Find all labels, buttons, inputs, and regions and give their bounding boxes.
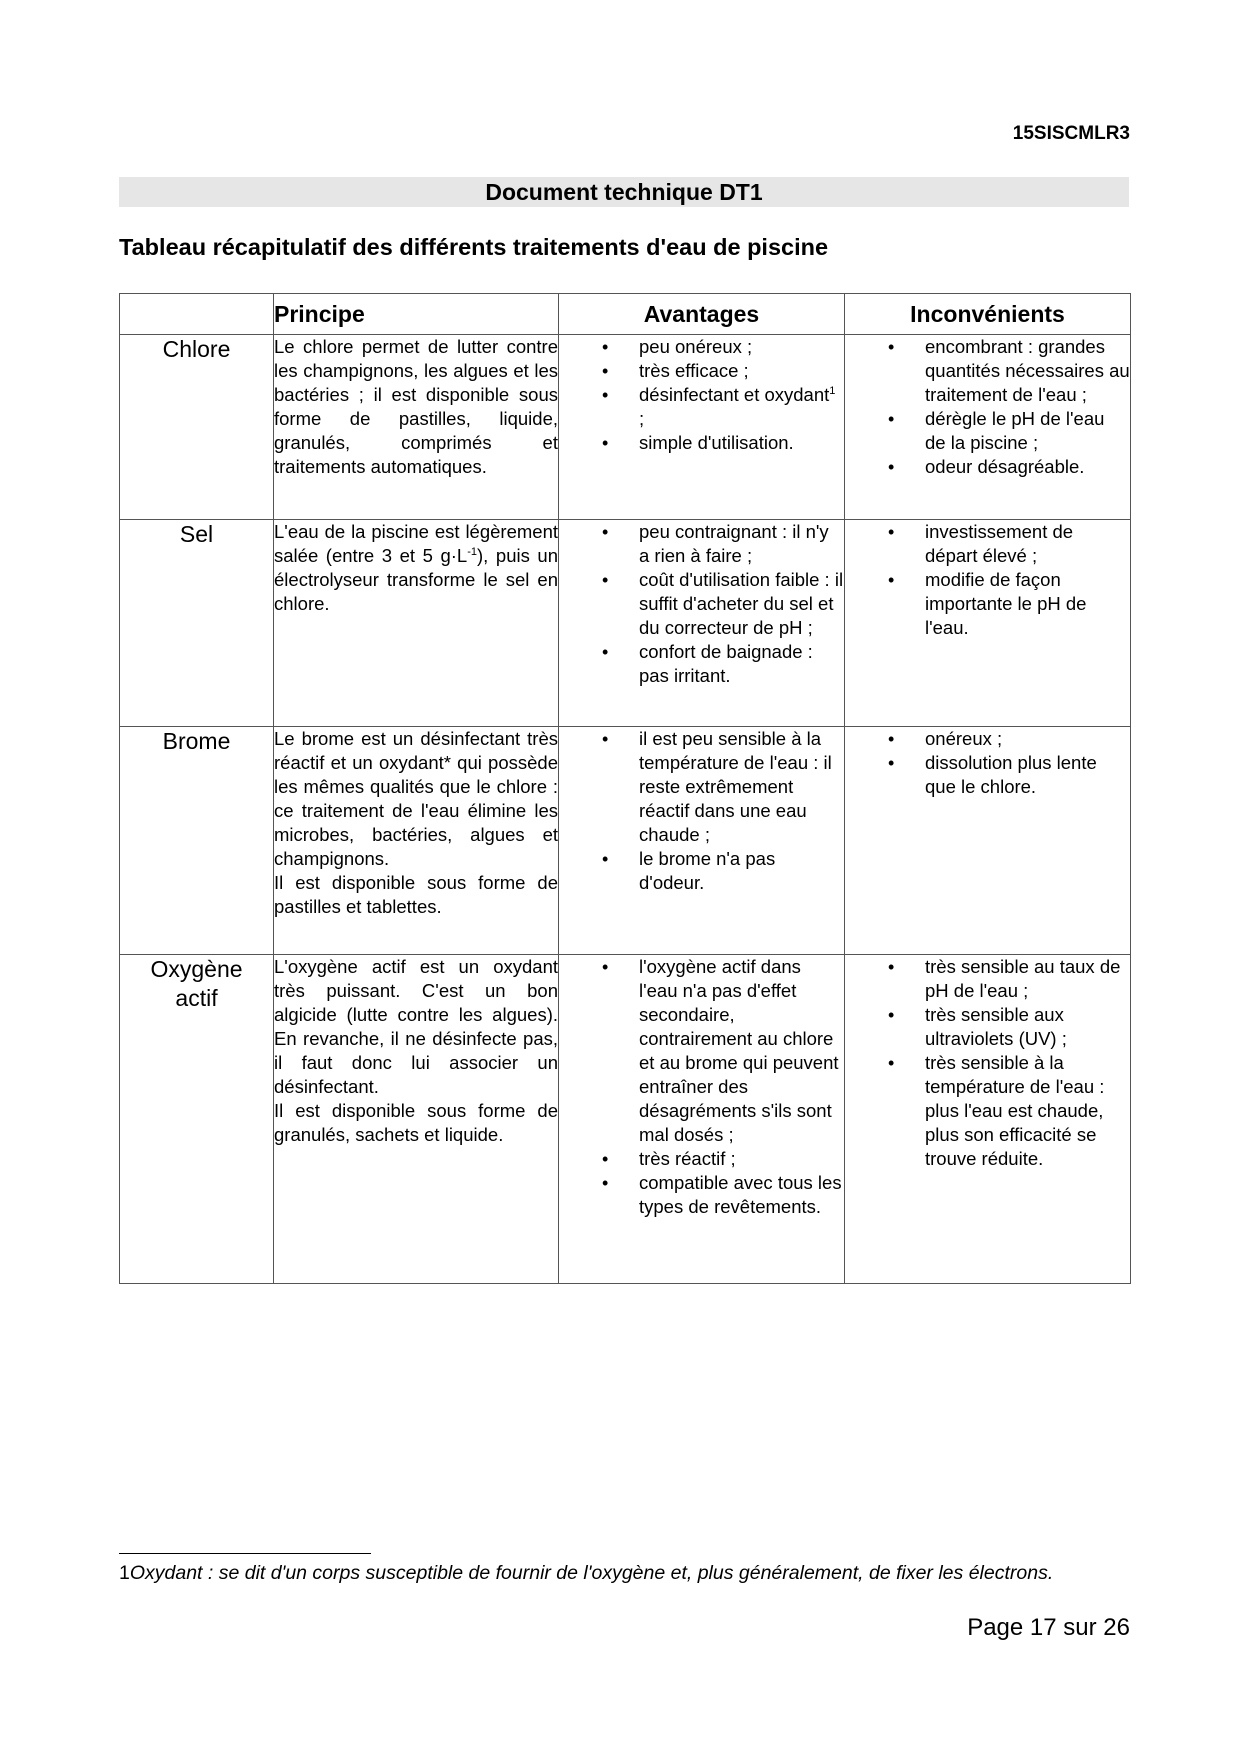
principe-cell	[274, 520, 559, 727]
list-item: • très sensible au taux de pH de l'eau ;	[845, 955, 1130, 1003]
footnote-divider	[119, 1553, 371, 1554]
list-item: • investissement de départ élevé ;	[845, 520, 1130, 568]
list-item: • peu onéreux ;	[559, 335, 844, 359]
table-title: Tableau récapitulatif des différents traitements d'eau de piscine	[119, 234, 829, 260]
page-number: Page 17 sur 26	[967, 1614, 1130, 1641]
principe-text: Le chlore permet de lutter contre les champignons, les algues et les bactéries ; il est disponible sous forme de pastilles, liquide, granulés, comprimés et traitements automatiques.	[274, 336, 558, 477]
list-item: • odeur désagréable.	[845, 455, 1130, 479]
list-item: • très sensible à la température de l'eau : plus l'eau est chaude, plus son efficacité se trouve réduite.	[845, 1051, 1130, 1171]
table-row	[120, 520, 1131, 727]
avantages-cell	[559, 335, 845, 520]
inconvenients-cell	[845, 955, 1131, 1284]
treatment-name-line: Oxygène	[150, 956, 243, 982]
table-row	[120, 955, 1131, 1284]
principe-text-part: L'eau de la piscine est légèrement salée (entre 3 et 5 g·L	[274, 521, 558, 566]
avantages-list	[559, 727, 844, 895]
list-item: • il est peu sensible à la température de l'eau : il reste extrêmement réactif dans une eau chaude ;	[559, 727, 844, 847]
principe-cell	[274, 727, 559, 955]
footnote	[119, 1562, 1053, 1585]
header-inconvenients: Inconvénients	[845, 294, 1131, 335]
principe-text: Le brome est un désinfectant très réactif et un oxydant* qui possède les mêmes qualités que le chlore : ce traitement de l'eau élimine les microbes, bactéries, algues et champignons.	[274, 728, 558, 869]
inconvenients-cell	[845, 335, 1131, 520]
inconvenients-list	[845, 520, 1130, 640]
avantages-cell	[559, 727, 845, 955]
header-principe: Principe	[274, 294, 559, 335]
inconvenients-list	[845, 727, 1130, 799]
list-item-text: désinfectant et oxydant	[639, 384, 830, 405]
avantages-list	[559, 955, 844, 1219]
treatment-name-brome: Brome	[120, 727, 274, 955]
list-item: • très sensible aux ultraviolets (UV) ;	[845, 1003, 1130, 1051]
avantages-list	[559, 520, 844, 688]
footnote-reference: 1	[829, 384, 836, 397]
avantages-cell	[559, 520, 845, 727]
list-item: • dérègle le pH de l'eau de la piscine ;	[845, 407, 1130, 455]
list-item: • très efficace ;	[559, 359, 844, 383]
list-item: • encombrant : grandes quantités nécessaires au traitement de l'eau ;	[845, 335, 1130, 407]
principe-cell	[274, 955, 559, 1284]
principe-text: Il est disponible sous forme de pastilles et tablettes.	[274, 872, 558, 917]
avantages-cell	[559, 955, 845, 1284]
footnote-text: Oxydant : se dit d'un corps susceptible de fournir de l'oxygène et, plus généralement, de fixer les électrons.	[129, 1562, 1054, 1584]
list-item: • très réactif ;	[559, 1147, 844, 1171]
inconvenients-list	[845, 335, 1130, 479]
treatment-summary-table	[119, 293, 1131, 1284]
principe-text: Il est disponible sous forme de granulés, sachets et liquide.	[274, 1100, 558, 1145]
list-item: • coût d'utilisation faible : il suffit d'acheter du sel et du correcteur de pH ;	[559, 568, 844, 640]
list-item: • confort de baignade : pas irritant.	[559, 640, 844, 688]
unit-exponent: -1	[467, 545, 478, 558]
treatment-name-line: actif	[175, 985, 218, 1011]
document-code: 15SISCMLR3	[1012, 123, 1130, 144]
table-row	[120, 727, 1131, 955]
inconvenients-cell	[845, 520, 1131, 727]
avantages-list	[559, 335, 844, 455]
treatment-name-sel: Sel	[120, 520, 274, 727]
treatment-name-oxygene-actif	[120, 955, 274, 1284]
list-item: • modifie de façon importante le pH de l'eau.	[845, 568, 1130, 640]
inconvenients-cell	[845, 727, 1131, 955]
treatment-name-chlore: Chlore	[120, 335, 274, 520]
table-header-row	[120, 294, 1131, 335]
list-item: • onéreux ;	[845, 727, 1130, 751]
principe-text	[274, 520, 558, 616]
list-item: • dissolution plus lente que le chlore.	[845, 751, 1130, 799]
list-item-suffix: ;	[639, 408, 645, 429]
document-banner: Document technique DT1	[119, 177, 1129, 207]
table-row	[120, 335, 1131, 520]
list-item: • le brome n'a pas d'odeur.	[559, 847, 844, 895]
list-item: • peu contraignant : il n'y a rien à faire ;	[559, 520, 844, 568]
inconvenients-list	[845, 955, 1130, 1171]
principe-cell	[274, 335, 559, 520]
list-item: • l'oxygène actif dans l'eau n'a pas d'effet secondaire, contrairement au chlore et au brome qui peuvent entraîner des désagréments s'ils sont mal dosés ;	[559, 955, 844, 1147]
list-item: • simple d'utilisation.	[559, 431, 844, 455]
header-avantages: Avantages	[559, 294, 845, 335]
list-item: • compatible avec tous les types de revêtements.	[559, 1171, 844, 1219]
list-item	[559, 383, 844, 431]
principe-text: L'oxygène actif est un oxydant très puissant. C'est un bon algicide (lutte contre les algues). En revanche, il ne désinfecte pas, il faut donc lui associer un désinfectant.	[274, 956, 558, 1097]
header-empty-cell	[120, 294, 274, 335]
footnote-number: 1	[119, 1562, 130, 1584]
principe-text-part: ), puis un électrolyseur transforme le sel en chlore.	[274, 545, 558, 614]
